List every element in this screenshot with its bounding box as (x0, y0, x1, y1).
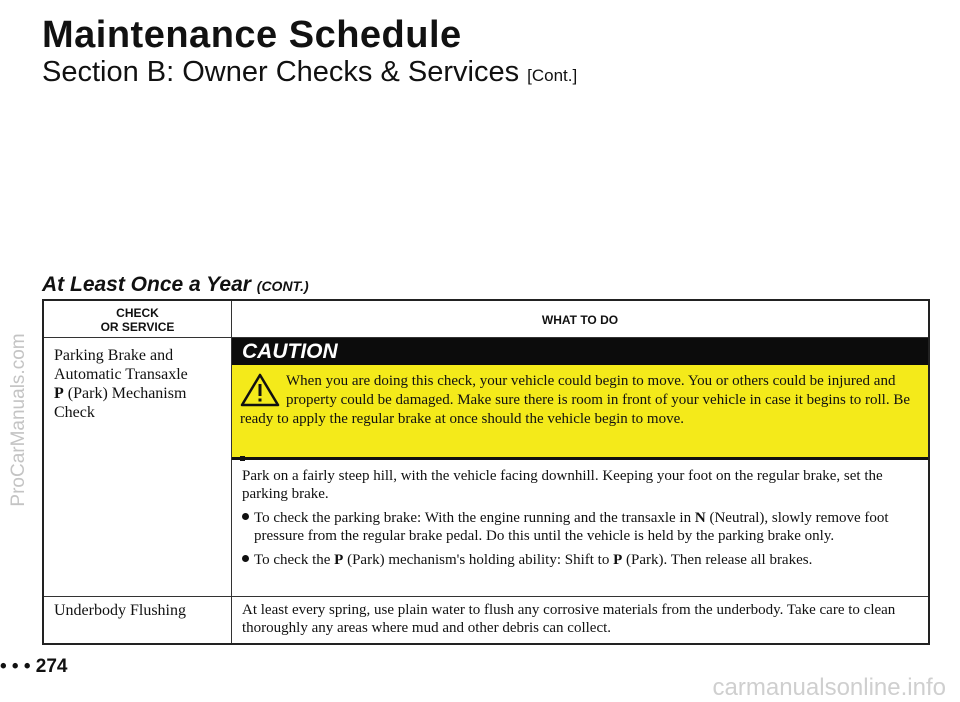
subtitle-continued: [Cont.] (527, 66, 578, 85)
item-line (54, 384, 224, 403)
item-line: Automatic Transaxle (54, 366, 188, 383)
caution-label: CAUTION (242, 340, 338, 363)
interval-heading-text: At Least Once a Year (42, 273, 251, 296)
item-line-rest: (Park) Mechanism (63, 385, 187, 402)
interval-heading-continued: (CONT.) (256, 278, 309, 294)
underbody-flushing-instructions: At least every spring, use plain water to flush any corrosive materials from the underbody. Take care to clean thoroughly any areas where mud and other debris can collect. (242, 602, 896, 636)
caution-bottom-rule (232, 457, 928, 460)
caution-box (232, 365, 928, 457)
instruction-paragraph: Park on a fairly steep hill, with the vehicle facing downhill. Keeping your foot on the regular brake, set the parking brake. (242, 468, 883, 502)
check-or-service-header (44, 306, 231, 334)
bullet-park-mechanism: To check the P (Park) mechanism's holding ability: Shift to P (Park). Then release all brakes. (242, 551, 912, 569)
page-title: Maintenance Schedule (42, 14, 462, 56)
parking-brake-instructions (242, 467, 912, 575)
underbody-flushing-item: Underbody Flushing (54, 602, 186, 619)
caution-message: When you are doing this check, your vehicle could begin to move. You or others could be injured and property could be damaged. Make sure there is room in front of your vehicle in case it begins to roll. Be ready to apply the regular brake at once should the vehicle begin to move. (240, 373, 910, 427)
subtitle-text: Section B: Owner Checks & Services (42, 56, 520, 88)
item-line: Check (54, 404, 95, 421)
check-header-line2: OR SERVICE (100, 320, 175, 334)
parking-brake-item (54, 346, 224, 422)
item-line: Parking Brake and (54, 347, 174, 364)
what-to-do-header: WHAT TO DO (541, 313, 619, 327)
caution-label-bar (232, 338, 928, 365)
page-number-text: 274 (35, 656, 68, 677)
page-dots: • • • (0, 656, 31, 677)
bullet-parking-brake: To check the parking brake: With the engine running and the transaxle in N (Neutral), slowly remove foot pressure from the regular brake pedal. Do this until the vehicle is held by the parking brake only. (242, 509, 912, 545)
interval-heading (42, 273, 309, 297)
page-number (0, 656, 68, 678)
check-header-line1: CHECK (116, 306, 159, 320)
bottom-watermark: carmanualsonline.info (712, 674, 946, 701)
bullet-icon (242, 513, 249, 520)
bullet-icon (242, 555, 249, 562)
section-subtitle (42, 56, 577, 89)
row-divider (44, 596, 928, 597)
maintenance-table (42, 299, 930, 645)
side-watermark (2, 170, 36, 670)
side-watermark-text: ProCarManuals.com (8, 333, 29, 507)
park-letter: P (54, 385, 64, 402)
